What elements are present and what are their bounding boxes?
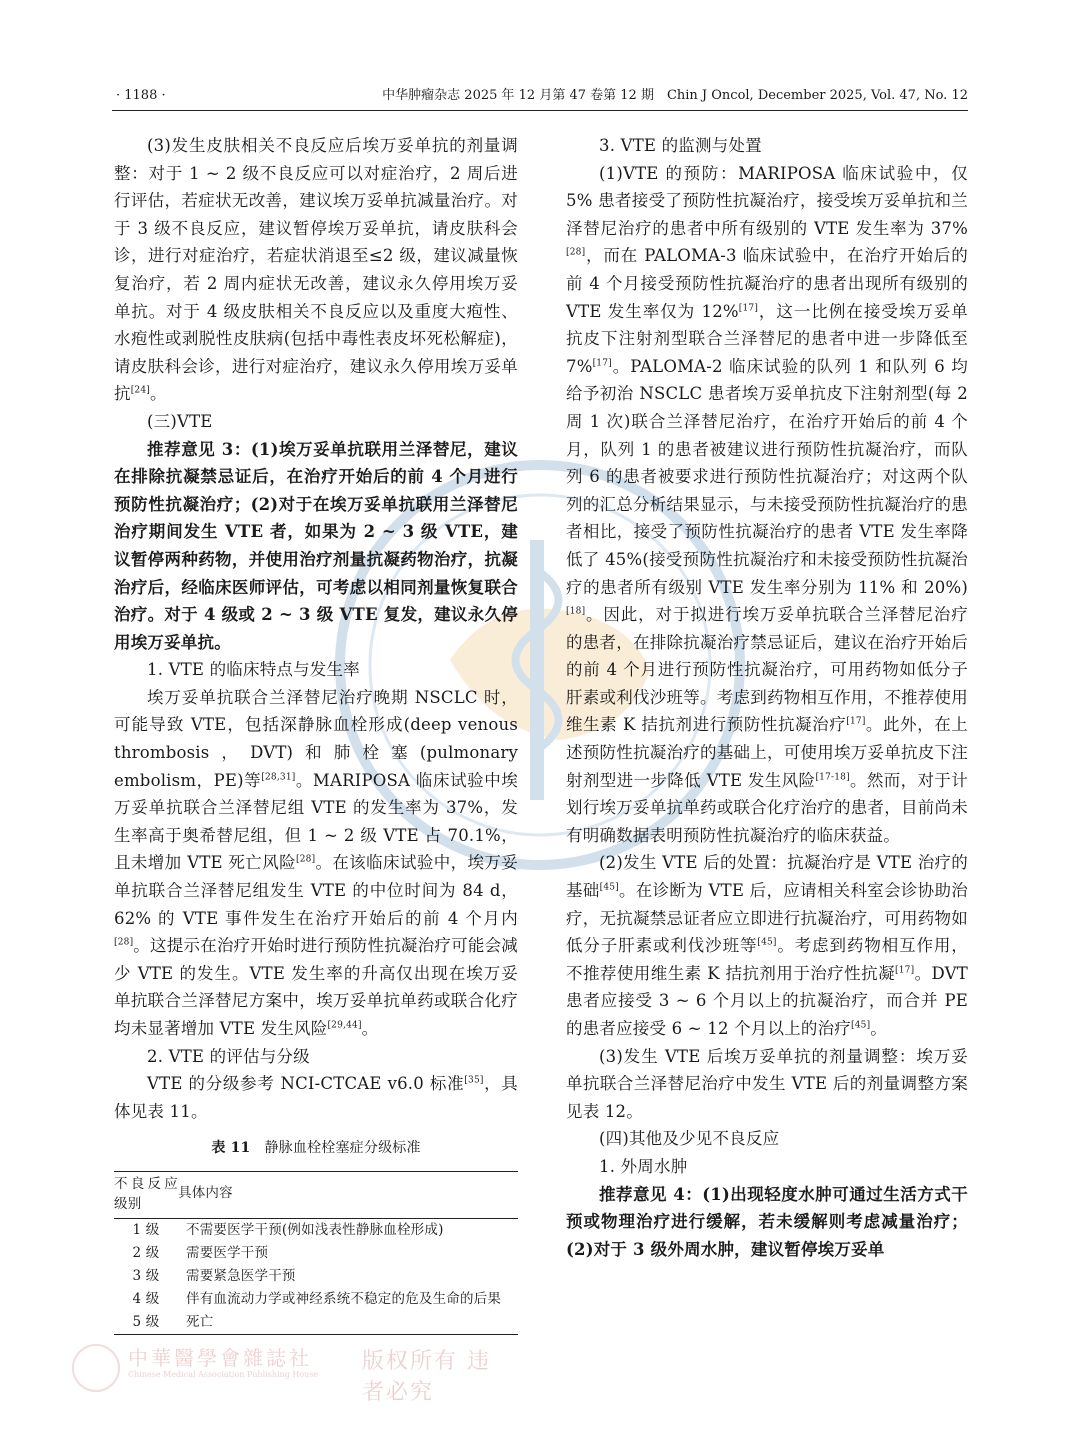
citation: [45] xyxy=(757,937,777,948)
citation: [28] xyxy=(566,247,586,258)
citation: [45] xyxy=(599,882,619,893)
table-title: 静脉血栓栓塞症分级标准 xyxy=(264,1140,421,1157)
subsection-heading: 1. VTE 的临床特点与发生率 xyxy=(147,660,360,680)
recommendation-4: 推荐意见 4：(1)出现轻度水肿可通过生活方式干预或物理治疗进行缓解，若未缓解则考虑减量治疗；(2)对于 3 级外周水肿，建议暂停埃万妥单 xyxy=(566,1184,968,1259)
table-header: 不良反应级别 xyxy=(114,1171,178,1218)
citation: [17] xyxy=(895,965,915,976)
citation: [29,44] xyxy=(327,1020,362,1031)
right-column xyxy=(566,132,968,1263)
paragraph: (3)发生 VTE 后埃万妥单抗的剂量调整：埃万妥单抗联合兰泽替尼治疗中发生 VTE 后的剂量调整方案见表 12。 xyxy=(566,1046,968,1121)
citation: [17] xyxy=(592,358,612,369)
paragraph: (3)发生皮肤相关不良反应后埃万妥单抗的剂量调整：对于 1 ~ 2 级不良反应可以对症治疗，2 周后进行评估，若症状无改善，建议埃万妥单抗减量治疗。对于 3 级不良反应，建议暂停埃万妥单抗，请皮肤科会诊，进行对症治疗，若症状消退至≤2 级，建议减量恢复治疗，若 2 周内症状无改善，建议永久停用埃万妥单抗。对于 4 级皮肤相关不良反应以及重度大疱性、水疱性或剥脱性皮肤病(包括中毒性表皮坏死松解症)，请皮肤科会诊，进行对症治疗，建议永久停用埃万妥单抗[24]。 xyxy=(114,136,518,404)
citation: [17-18] xyxy=(815,772,850,783)
citation: [45] xyxy=(851,1020,871,1031)
journal-reference: 中华肿瘤杂志 2025 年 12 月第 47 卷第 12 期 Chin J Oncol, December 2025, Vol. 47, No. 12 xyxy=(382,88,968,103)
citation: [35] xyxy=(464,1075,484,1086)
subsection-heading: 2. VTE 的评估与分级 xyxy=(147,1046,310,1066)
table-caption xyxy=(114,1135,518,1163)
citation: [28] xyxy=(296,854,316,865)
publisher-watermark xyxy=(72,1340,512,1405)
vte-grading-table xyxy=(114,1171,518,1335)
publisher-name-en: Chinese Medical Association Publishing House xyxy=(128,1370,319,1379)
citation: [17] xyxy=(738,303,759,314)
table-row: 4 级 伴有血流动力学或神经系统不稳定的危及生命的后果 xyxy=(132,1290,502,1307)
subsection-heading: 3. VTE 的监测与处置 xyxy=(599,136,762,155)
table-number: 表 11 xyxy=(211,1140,251,1157)
publisher-name: 中華醫學會雜誌社 xyxy=(128,1346,312,1370)
copyright-mark: 版权所有 违者必究 xyxy=(362,1349,491,1405)
recommendation-3: 推荐意见 3：(1)埃万妥单抗联用兰泽替尼，建议在排除抗凝禁忌证后，在治疗开始后的前 4 个月进行预防性抗凝治疗；(2)对于在埃万妥单抗联用兰泽替尼治疗期间发生 VTE 者，如果为 2 ~ 3 级 VTE，建议暂停两种药物，并使用治疗剂量抗凝药物治疗，抗凝治疗后，经临床医师评估，可考虑以相同剂量恢复联合治疗。对于 4 级或 2 ~ 3 级 VTE 复发，建议永久停用埃万妥单抗。 xyxy=(114,439,518,652)
subsection-heading: 1. 外周水肿 xyxy=(599,1156,688,1176)
page-number: · 1188 · xyxy=(116,88,166,103)
citation: [24] xyxy=(130,385,150,396)
paragraph: VTE 的分级参考 NCI-CTCAE v6.0 标准[35]，具体见表 11。 xyxy=(114,1074,518,1121)
table-row: 1 级 不需要医学干预(例如浅表性静脉血栓形成) xyxy=(132,1221,444,1238)
section-heading: (四)其他及少见不良反应 xyxy=(599,1129,780,1149)
citation: [18] xyxy=(566,606,586,617)
left-column xyxy=(114,132,518,1335)
citation: [17] xyxy=(846,716,866,727)
paragraph: (1)VTE 的预防：MARIPOSA 临床试验中，仅 5% 患者接受了预防性抗凝治疗，接受埃万妥单抗和兰泽替尼治疗的患者中所有级别的 VTE 发生率为 37%[28]，而在 PALOMA-3 临床试验中，在治疗开始后的前 4 个月接受预防性抗凝治疗的患者出现所有级别的 VTE 发生率仅为 12%[17]，这一比例在接受埃万妥单抗皮下注射剂型联合兰泽替尼的患者中进一步降低至 7%[17]。PALOMA-2 临床试验的队列 1 和队列 6 均给予初治 NSCLC 患者埃万妥单抗皮下注射剂型(每 2 周 1 次)联合兰泽替尼治疗，在治疗开始后的前 4 个月，队列 1 的患者被建议进行预防性抗凝治疗，而队列 6 的患者被要求进行预防性抗凝治疗；对这两个队列的汇总分析结果显示，与未接受预防性抗凝治疗的患者相比，接受了预防性抗凝治疗的患者 VTE 发生率降低了 45%(接受预防性抗凝治疗和未接受预防性抗凝治疗的患者所有级别 VTE 发生率分别为 11% 和 20%)[18]。因此，对于拟进行埃万妥单抗联合兰泽替尼治疗的患者，在排除抗凝治疗禁忌证后，建议在治疗开始后的前 4 个月进行预防性抗凝治疗，可用药物如低分子肝素或利伐沙班等。考虑到药物相互作用，不推荐使用维生素 K 拮抗剂进行预防性抗凝治疗[17]。此外，在上述预防性抗凝治疗的基础上，可使用埃万妥单抗皮下注射剂型进一步降低 VTE 发生风险[17-18]。然而，对于计划行埃万妥单抗单药或联合化疗治疗的患者，目前尚未有明确数据表明预防性抗凝治疗的临床获益。 xyxy=(566,163,969,845)
table-header: 具体内容 xyxy=(178,1171,518,1218)
publisher-seal-icon xyxy=(72,1344,120,1392)
citation: [28] xyxy=(114,937,134,948)
paragraph: (2)发生 VTE 后的处置：抗凝治疗是 VTE 治疗的基础[45]。在诊断为 VTE 后，应请相关科室会诊协助治疗，无抗凝禁忌证者应立即进行抗凝治疗，可用药物如低分子肝素或利伐沙班等[45]。考虑到药物相互作用，不推荐使用维生素 K 拮抗剂用于治疗性抗凝[17]。DVT 患者应接受 3 ~ 6 个月以上的抗凝治疗，而合并 PE 的患者应接受 6 ~ 12 个月以上的治疗[45]。 xyxy=(566,853,968,1038)
paragraph: 埃万妥单抗联合兰泽替尼治疗晚期 NSCLC 时，可能导致 VTE，包括深静脉血栓形成(deep venous thrombosis，DVT)和肺栓塞(pulmonary embolism，PE)等[28,31]。MARIPOSA 临床试验中埃万妥单抗联合兰泽替尼组 VTE 的发生率为 37%，发生率高于奥希替尼组，但 1 ~ 2 级 VTE 占 70.1%，且未增加 VTE 死亡风险[28]。在该临床试验中，埃万妥单抗联合兰泽替尼组发生 VTE 的中位时间为 84 d，62% 的 VTE 事件发生在治疗开始后的前 4 个月内[28]。这提示在治疗开始时进行预防性抗凝治疗可能会减少 VTE 的发生。VTE 发生率的升高仅出现在埃万妥单抗联合兰泽替尼方案中，埃万妥单抗单药或联合化疗均未显著增加 VTE 发生风险[29,44]。 xyxy=(114,687,519,1038)
running-header xyxy=(112,86,968,111)
table-row: 2 级 需要医学干预 xyxy=(132,1244,269,1261)
citation: [28,31] xyxy=(261,772,296,783)
table-row: 5 级 死亡 xyxy=(132,1313,214,1330)
section-heading: (三)VTE xyxy=(147,411,213,431)
table-row: 3 级 需要紧急医学干预 xyxy=(132,1267,296,1284)
